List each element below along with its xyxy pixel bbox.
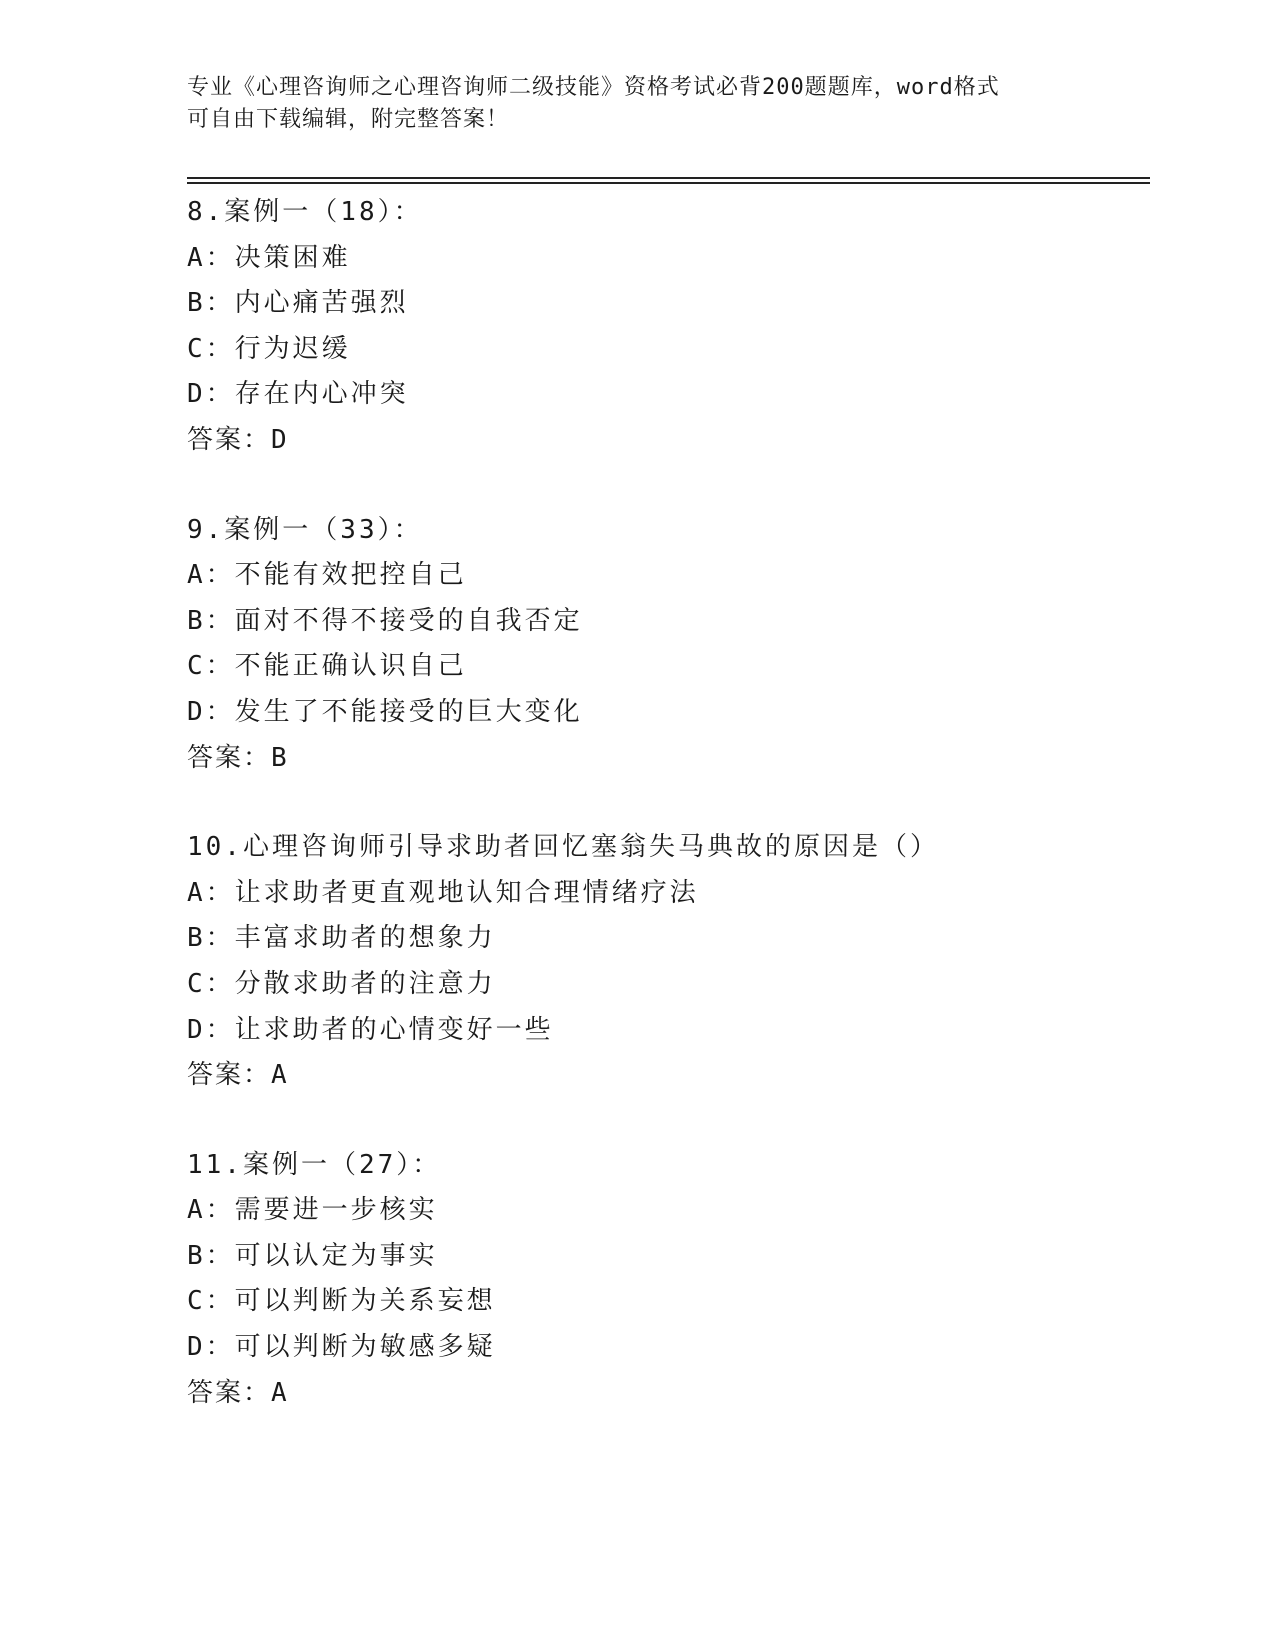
answer-value: A [271, 1377, 287, 1408]
option-d: D：可以判断为敏感多疑 [187, 1332, 496, 1363]
option-d: D：让求助者的心情变好一些 [187, 1014, 554, 1045]
header-line-2: 可自由下载编辑，附完整答案！ [187, 107, 510, 132]
question-8 [187, 190, 1147, 464]
header-line-1: 专业《心理咨询师之心理咨询师二级技能》资格考试必背200题题库，word格式 [187, 75, 1000, 100]
answer-value: D [271, 424, 287, 455]
option-b: B：可以认定为事实 [187, 1240, 438, 1271]
question-11 [187, 1143, 1147, 1417]
header-divider-top [187, 177, 1150, 179]
question-10 [187, 825, 1147, 1099]
option-d: D：存在内心冲突 [187, 379, 409, 410]
option-a: A：不能有效把控自己 [187, 560, 467, 591]
answer-value: B [271, 742, 287, 773]
question-list [187, 190, 1147, 1460]
option-b: B：面对不得不接受的自我否定 [187, 605, 583, 636]
answer-value: A [271, 1060, 287, 1091]
option-d: D：发生了不能接受的巨大变化 [187, 696, 583, 727]
option-c: C：不能正确认识自己 [187, 651, 467, 682]
question-9 [187, 508, 1147, 782]
option-a: A：决策困难 [187, 242, 351, 273]
answer-label: 答案： [187, 742, 272, 773]
option-c: C：分散求助者的注意力 [187, 968, 496, 999]
answer-label: 答案： [187, 1377, 272, 1408]
question-stem: 11.案例一（27）： [187, 1149, 442, 1180]
option-b: B：内心痛苦强烈 [187, 288, 409, 319]
option-a: A：让求助者更直观地认知合理情绪疗法 [187, 877, 699, 908]
answer-label: 答案： [187, 1060, 272, 1091]
option-b: B：丰富求助者的想象力 [187, 923, 496, 954]
option-c: C：行为迟缓 [187, 333, 351, 364]
document-header [187, 72, 1087, 136]
option-a: A：需要进一步核实 [187, 1195, 438, 1226]
answer-label: 答案： [187, 424, 272, 455]
question-stem: 9.案例一（33）： [187, 514, 423, 545]
answer-line [187, 736, 1147, 782]
header-divider-bottom [187, 182, 1150, 184]
answer-line [187, 418, 1147, 464]
answer-line [187, 1371, 1147, 1417]
question-stem: 8.案例一（18）： [187, 197, 423, 227]
answer-line [187, 1053, 1147, 1099]
question-stem: 10.心理咨询师引导求助者回忆塞翁失马典故的原因是（） [187, 832, 939, 863]
option-c: C：可以判断为关系妄想 [187, 1286, 496, 1317]
